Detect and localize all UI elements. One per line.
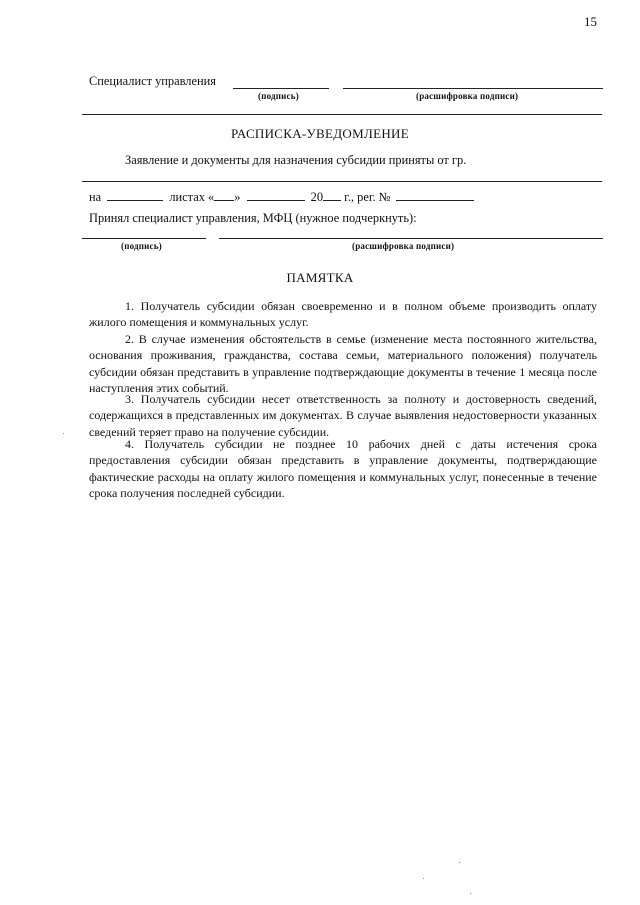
accepted-by-text: Принял специалист управления, МФЦ (нужное подчеркнуть): <box>89 211 417 225</box>
memo-paragraph-1: 1. Получатель субсидии обязан своевременно и в полном объеме производить оплату жилого помещения и коммунальных услуг. <box>89 299 597 330</box>
receipt-decoding-line <box>219 238 603 239</box>
scan-speck <box>470 893 471 894</box>
decoding-caption: (расшифровка подписи) <box>416 91 519 101</box>
receipt-statement: Заявление и документы для назначения субсидии приняты от гр. <box>125 153 467 167</box>
scan-speck <box>63 433 64 434</box>
row-quote-close: » <box>234 190 241 204</box>
row-year-label: 20 <box>310 190 324 204</box>
month-blank <box>247 189 305 201</box>
specialist-label: Специалист управления <box>89 74 216 88</box>
signature-caption: (подпись) <box>258 91 299 101</box>
receipt-decoding-caption: (расшифровка подписи) <box>352 241 455 251</box>
scan-speck <box>459 862 460 863</box>
reg-number-blank <box>396 189 474 201</box>
row-year-suffix: г., рег. № <box>344 190 391 204</box>
year-blank <box>323 189 341 201</box>
decoding-line <box>343 88 603 89</box>
receipt-signature-line <box>82 238 206 239</box>
receipt-signature-caption: (подпись) <box>121 241 162 251</box>
receipt-details-row <box>89 189 474 205</box>
memo-paragraph-4: 4. Получатель субсидии не позднее 10 рабочих дней с даты истечения срока предоставления субсидии обязан представить в управление документы, подтверждающие фактические расходы на оплату жилого помещения и коммунальных услуг, понесенные в течение срока получения последней субсидии. <box>89 437 597 500</box>
applicant-name-line <box>82 181 602 182</box>
separator-line <box>82 114 602 115</box>
sheets-count-blank <box>107 189 163 201</box>
day-blank <box>214 189 234 201</box>
scan-speck <box>423 878 424 879</box>
memo-title: ПАМЯТКА <box>286 270 354 285</box>
row-sheets-label: листах « <box>169 190 215 204</box>
row-on-label: на <box>89 190 102 204</box>
page-number: 15 <box>584 14 597 29</box>
receipt-title: РАСПИСКА-УВЕДОМЛЕНИЕ <box>231 126 409 141</box>
memo-paragraph-3: 3. Получатель субсидии несет ответственность за полноту и достоверность сведений, содержащихся в представленных им документах. В случае выявления недостоверности указанных сведений теряет право на получение субсидии. <box>89 392 597 439</box>
memo-paragraph-2: 2. В случае изменения обстоятельств в семье (изменение места постоянного жительства, основания проживания, гражданства, состава семьи, материального положения) получатель субсидии обязан представить в управление подтверждающие документы в течение 1 месяца после наступления этих событий. <box>89 332 597 395</box>
signature-line <box>233 88 329 89</box>
